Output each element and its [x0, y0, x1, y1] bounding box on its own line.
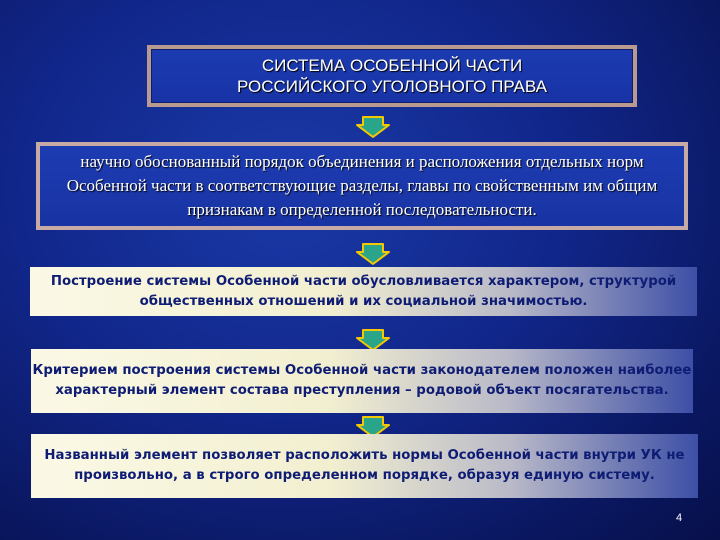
down-arrow-icon	[355, 242, 391, 266]
title-panel	[151, 49, 633, 103]
definition-text: научно обоснованный порядок объединения и расположения отдельных норм Особенной части в соответствующие разделы, главы по свойственным им общим признакам в определенной последовательности.	[40, 146, 684, 226]
down-arrow-icon	[355, 115, 391, 139]
system-basis-block: Построение системы Особенной части обусловливается характером, структурой общественных отношений и их социальной значимостью.	[30, 267, 697, 316]
page-number: 4	[676, 512, 683, 524]
title-box	[147, 45, 637, 107]
title-line-1: СИСТЕМА ОСОБЕННОЙ ЧАСТИ	[261, 56, 523, 75]
unified-system-block: Названный элемент позволяет расположить нормы Особенной части внутри УК не произвольно, а в строго определенном порядке, образуя единую систему.	[31, 434, 698, 498]
criterion-block: Критерием построения системы Особенной части законодателем положен наиболее характерный элемент состава преступления – родовой объект посягательства.	[31, 349, 693, 413]
title-line-2: РОССИЙСКОГО УГОЛОВНОГО ПРАВА	[237, 77, 547, 96]
definition-box	[36, 142, 688, 230]
